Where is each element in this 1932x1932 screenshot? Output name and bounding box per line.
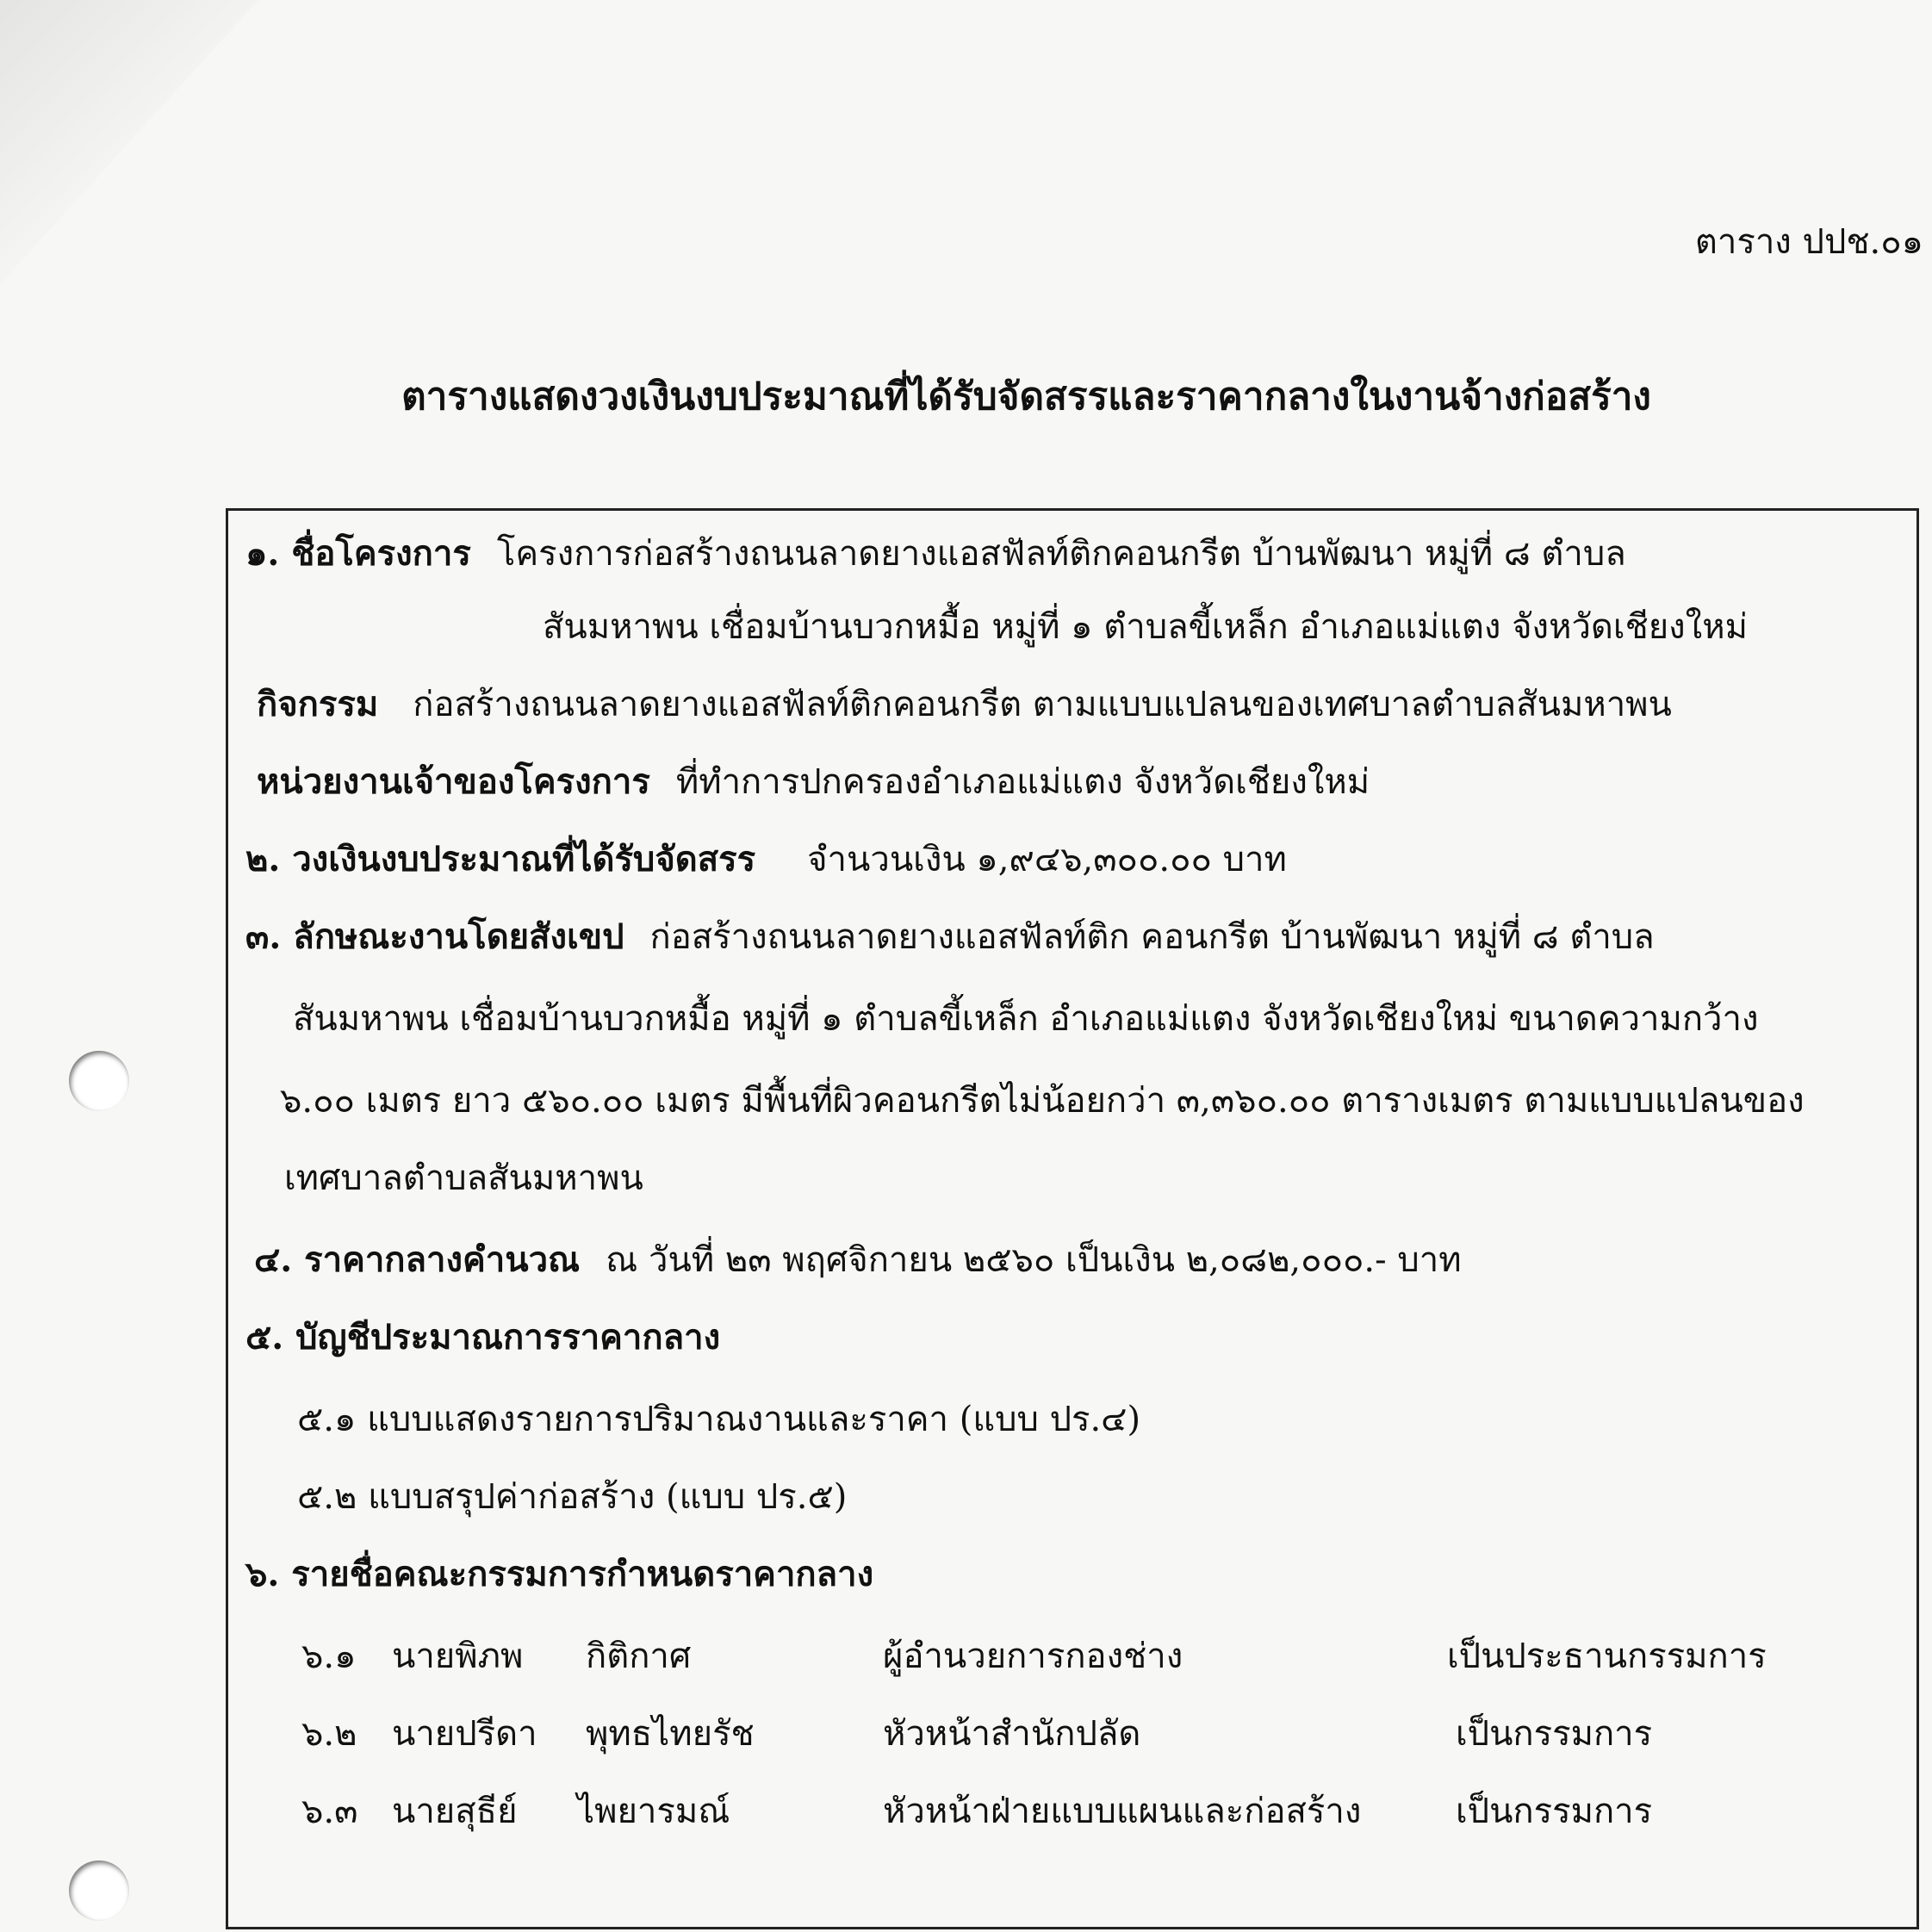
member-last-name: ไพยารมณ์ bbox=[577, 1792, 730, 1831]
member-role: เป็นกรรมการ bbox=[1456, 1792, 1653, 1831]
section-3-text-1: ก่อสร้างถนนลาดยางแอสฟัลท์ติก คอนกรีต บ้านพัฒนา หมู่ที่ ๘ ตำบล bbox=[649, 917, 1655, 957]
section-5-item-1: ๕.๑ แบบแสดงรายการปริมาณงานและราคา (แบบ ปร.๔) bbox=[297, 1400, 1141, 1439]
activity-label: กิจกรรม bbox=[257, 684, 379, 724]
section-4-text: ณ วันที่ ๒๓ พฤศจิกายน ๒๕๖๐ เป็นเงิน ๒,๐๘๒,๐๐๐.- บาท bbox=[606, 1240, 1462, 1280]
section-3-label: ๓. ลักษณะงานโดยสังเขป bbox=[245, 916, 624, 957]
member-first-name: นายปรีดา bbox=[392, 1714, 537, 1754]
member-position: หัวหน้าสำนักปลัด bbox=[883, 1714, 1141, 1754]
punch-hole-top bbox=[69, 1051, 129, 1111]
section-6-label: ๖. รายชื่อคณะกรรมการกำหนดราคากลาง bbox=[245, 1554, 874, 1594]
section-5-item-2: ๕.๒ แบบสรุปค่าก่อสร้าง (แบบ ปร.๕) bbox=[297, 1477, 848, 1517]
section-3-text-2: สันมหาพน เชื่อมบ้านบวกหมื้อ หมู่ที่ ๑ ตำบลขี้เหล็ก อำเภอแม่แตง จังหวัดเชียงใหม่ ขนาดความกว้าง bbox=[293, 999, 1759, 1039]
section-3-line-1 bbox=[245, 917, 1655, 957]
member-position: ผู้อำนวยการกองช่าง bbox=[883, 1637, 1183, 1676]
activity-line bbox=[257, 685, 1672, 724]
member-position: หัวหน้าฝ่ายแบบแผนและก่อสร้าง bbox=[883, 1792, 1362, 1831]
owner-line bbox=[257, 762, 1370, 802]
section-2-label: ๒. วงเงินงบประมาณที่ได้รับจัดสรร bbox=[245, 839, 756, 879]
member-last-name: กิติกาศ bbox=[586, 1637, 692, 1676]
punch-hole-bottom bbox=[69, 1861, 129, 1921]
form-code: ตาราง ปปช.๐๑ bbox=[1694, 222, 1923, 262]
section-3-text-4: เทศบาลตำบลสันมหาพน bbox=[284, 1159, 643, 1198]
section-4-line bbox=[254, 1240, 1462, 1280]
member-first-name: นายพิภพ bbox=[392, 1637, 524, 1676]
section-1-label: ๑. ชื่อโครงการ bbox=[245, 533, 471, 574]
member-number: ๖.๒ bbox=[301, 1714, 357, 1754]
section-1-text-2: สันมหาพน เชื่อมบ้านบวกหมื้อ หมู่ที่ ๑ ตำบลขี้เหล็ก อำเภอแม่แตง จังหวัดเชียงใหม่ bbox=[543, 607, 1748, 647]
member-role: เป็นกรรมการ bbox=[1456, 1714, 1653, 1754]
section-3-text-3: ๖.๐๐ เมตร ยาว ๕๖๐.๐๐ เมตร มีพื้นที่ผิวคอนกรีตไม่น้อยกว่า ๓,๓๖๐.๐๐ ตารางเมตร ตามแบบแปลนของ bbox=[280, 1081, 1805, 1121]
section-2-line bbox=[245, 840, 1287, 879]
section-1-text-1: โครงการก่อสร้างถนนลาดยางแอสฟัลท์ติกคอนกรีต บ้านพัฒนา หมู่ที่ ๘ ตำบล bbox=[496, 534, 1626, 574]
section-5-label: ๕. บัญชีประมาณการราคากลาง bbox=[245, 1317, 721, 1357]
member-number: ๖.๑ bbox=[301, 1637, 357, 1676]
member-first-name: นายสุธีย์ bbox=[392, 1792, 518, 1831]
section-4-label: ๔. ราคากลางคำนวณ bbox=[254, 1239, 581, 1280]
activity-text: ก่อสร้างถนนลาดยางแอสฟัลท์ติกคอนกรีต ตามแบบแปลนของเทศบาลตำบลสันมหาพน bbox=[413, 685, 1672, 724]
section-2-text: จำนวนเงิน ๑,๙๔๖,๓๐๐.๐๐ บาท bbox=[807, 840, 1287, 879]
section-1-line-1 bbox=[245, 534, 1626, 574]
member-number: ๖.๓ bbox=[301, 1792, 358, 1831]
member-last-name: พุทธไทยรัช bbox=[586, 1714, 755, 1754]
document-title: ตารางแสดงวงเงินงบประมาณที่ได้รับจัดสรรและราคากลางในงานจ้างก่อสร้าง bbox=[401, 375, 1651, 419]
owner-label: หน่วยงานเจ้าของโครงการ bbox=[257, 761, 650, 802]
folded-corner bbox=[0, 0, 258, 284]
owner-text: ที่ทำการปกครองอำเภอแม่แตง จังหวัดเชียงใหม่ bbox=[675, 762, 1370, 802]
member-role: เป็นประธานกรรมการ bbox=[1447, 1637, 1767, 1676]
